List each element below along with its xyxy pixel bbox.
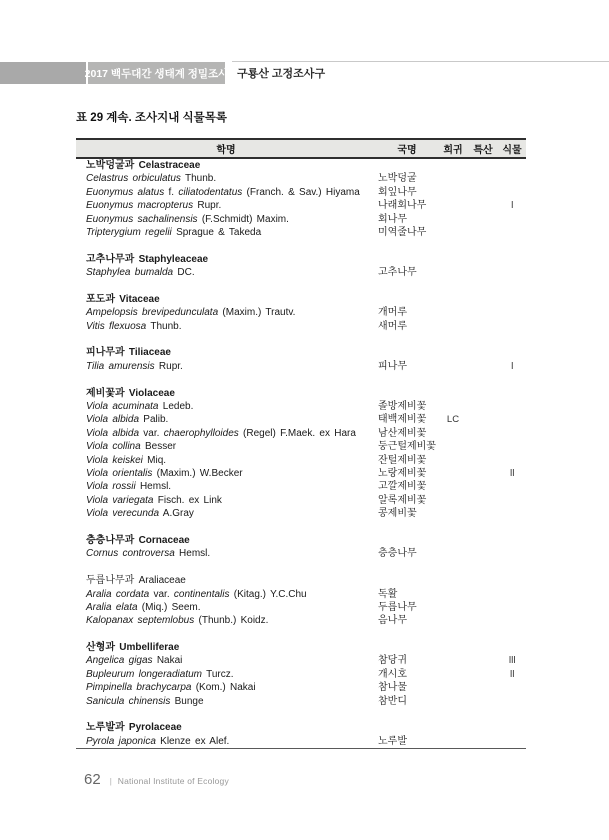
rare-grade: [438, 494, 468, 507]
rare-grade: [438, 601, 468, 614]
section-spacer: [76, 521, 526, 534]
scientific-name: Viola albida Palib.: [86, 414, 169, 426]
korean-name: 회잎나무: [378, 186, 417, 198]
rare-grade: [438, 695, 468, 708]
korean-name: 나래회나무: [378, 200, 427, 212]
column-header-scientific-name: 학명: [216, 145, 236, 156]
korean-name: 잔털제비꽃: [378, 454, 427, 466]
endemic-grade: [468, 226, 498, 239]
korean-name: 태백제비꽃: [378, 414, 427, 426]
plant-grade: I: [510, 200, 514, 212]
page-footer: [84, 771, 229, 788]
survey-site-label: 구룡산 고정조사구: [237, 68, 326, 80]
table-body: [76, 159, 526, 749]
family-name: 산형과 Umbelliferae: [86, 642, 180, 654]
scientific-name: Kalopanax septemlobus (Thunb.) Koidz.: [86, 615, 269, 627]
table-row: [76, 668, 526, 681]
rare-grade: [438, 266, 468, 279]
table-row: [76, 735, 526, 748]
family-name: 노루발과 Pyrolaceae: [86, 722, 182, 734]
section-spacer: [76, 373, 526, 386]
family-row: [76, 534, 526, 547]
endemic-grade: [468, 467, 498, 480]
plant-grade: [498, 480, 526, 493]
table-row: [76, 266, 526, 279]
endemic-grade: [468, 735, 498, 748]
footer-organization: National Institute of Ecology: [117, 776, 229, 786]
family-name: 층층나무과 Cornaceae: [86, 534, 190, 546]
column-header-endemic: 특산: [473, 145, 493, 156]
scientific-name: Viola orientalis (Maxim.) W.Becker: [86, 467, 243, 479]
scientific-name: Viola collina Besser: [86, 441, 177, 453]
table-row: [76, 360, 526, 373]
endemic-grade: [468, 413, 498, 426]
korean-name: 두릅나무: [378, 601, 417, 613]
rare-grade: [438, 186, 468, 199]
rare-grade: [438, 681, 468, 694]
scientific-name: Euonymus macropterus Rupr.: [86, 200, 222, 212]
scientific-name: Aralia cordata var. continentalis (Kitag.) Y.C.Chu: [86, 588, 307, 600]
table-row: [76, 186, 526, 199]
korean-name: 미역줄나무: [378, 226, 427, 238]
family-name: 피나무과 Tiliaceae: [86, 347, 171, 359]
scientific-name: Cornus controversa Hemsl.: [86, 548, 211, 560]
endemic-grade: [468, 172, 498, 185]
plant-grade: II: [509, 668, 515, 680]
rare-grade: [438, 172, 468, 185]
plant-grade: [498, 695, 526, 708]
table-row: [76, 480, 526, 493]
scientific-name: Ampelopsis brevipedunculata (Maxim.) Trautv.: [86, 307, 296, 319]
family-row: [76, 641, 526, 654]
plant-grade: I: [510, 360, 514, 372]
korean-name: 졸방제비꽃: [378, 401, 427, 413]
scientific-name: Sanicula chinensis Bunge: [86, 695, 204, 707]
scientific-name: Viola verecunda A.Gray: [86, 508, 194, 520]
endemic-grade: [468, 480, 498, 493]
rare-grade: [438, 427, 468, 440]
endemic-grade: [468, 213, 498, 226]
table-row: [76, 172, 526, 185]
korean-name: 알록제비꽃: [378, 494, 427, 506]
plant-grade: [498, 601, 526, 614]
endemic-grade: [468, 614, 498, 627]
rare-grade: [438, 668, 468, 681]
korean-name: 피나무: [378, 360, 407, 372]
family-row: [76, 293, 526, 306]
scientific-name: Viola keiskei Miq.: [86, 454, 167, 466]
table-row: [76, 306, 526, 319]
korean-name: 노루발: [378, 735, 407, 747]
korean-name: 개시호: [378, 668, 407, 680]
rare-grade: [438, 226, 468, 239]
korean-name: 개머루: [378, 307, 407, 319]
family-row: [76, 159, 526, 172]
plant-grade: [498, 172, 526, 185]
table-row: [76, 427, 526, 440]
scientific-name: Viola acuminata Ledeb.: [86, 401, 194, 413]
plant-grade: [498, 507, 526, 520]
endemic-grade: [468, 427, 498, 440]
korean-name: 음나무: [378, 615, 407, 627]
table-row: [76, 494, 526, 507]
rare-grade: [438, 199, 468, 212]
scientific-name: Viola albida var. chaerophylloides (Regel) F.Maek. ex Hara: [86, 427, 356, 439]
rare-grade: [438, 507, 468, 520]
plant-grade: [498, 213, 526, 226]
rare-grade: [438, 654, 468, 667]
column-header-plant-grade: 식물: [502, 145, 522, 156]
plant-grade: [498, 588, 526, 601]
korean-name: 노랑제비꽃: [378, 467, 427, 479]
section-spacer: [76, 239, 526, 252]
korean-name: 둥근털제비꽃: [378, 441, 436, 453]
table-row: [76, 601, 526, 614]
scientific-name: Staphylea bumalda DC.: [86, 267, 195, 279]
plant-grade: [498, 186, 526, 199]
scientific-name: Angelica gigas Nakai: [86, 655, 183, 667]
section-spacer: [76, 628, 526, 641]
rare-grade: [438, 467, 468, 480]
column-header-korean-name: 국명: [397, 145, 417, 156]
rare-grade: [438, 400, 468, 413]
plant-grade: [498, 427, 526, 440]
family-row: [76, 574, 526, 587]
footer-separator: |: [109, 777, 112, 786]
report-banner: [0, 62, 229, 84]
family-name: 고추나무과 Staphyleaceae: [86, 253, 209, 265]
table-row: [76, 654, 526, 667]
plant-grade: [498, 306, 526, 319]
scientific-name: Tilia amurensis Rupr.: [86, 360, 183, 372]
family-name: 두릅나무과 Araliaceae: [86, 575, 186, 587]
plant-grade: [498, 494, 526, 507]
table-row: [76, 320, 526, 333]
scientific-name: Pyrola japonica Klenze ex Alef.: [86, 735, 230, 747]
section-spacer: [76, 280, 526, 293]
endemic-grade: [468, 547, 498, 560]
plant-grade: [498, 320, 526, 333]
family-row: [76, 387, 526, 400]
table-row: [76, 467, 526, 480]
korean-name: 콩제비꽃: [378, 508, 417, 520]
table-header-row: [76, 138, 526, 159]
scientific-name: Euonymus alatus f. ciliatodentatus (Franch. & Sav.) Hiyama: [86, 186, 360, 198]
endemic-grade: [468, 695, 498, 708]
plant-grade: [498, 454, 526, 467]
scientific-name: Celastrus orbiculatus Thunb.: [86, 173, 217, 185]
plant-grade: [498, 226, 526, 239]
plant-grade: [498, 681, 526, 694]
rare-grade: [438, 360, 468, 373]
endemic-grade: [468, 266, 498, 279]
plant-grade: [498, 547, 526, 560]
korean-name: 고깔제비꽃: [378, 481, 427, 493]
plant-grade: [498, 400, 526, 413]
section-spacer: [76, 561, 526, 574]
scientific-name: Euonymus sachalinensis (F.Schmidt) Maxim.: [86, 213, 289, 225]
section-spacer: [76, 333, 526, 346]
table-row: [76, 226, 526, 239]
endemic-grade: [468, 199, 498, 212]
rare-grade: [438, 213, 468, 226]
table-row: [76, 681, 526, 694]
korean-name: 독활: [378, 588, 398, 600]
endemic-grade: [468, 494, 498, 507]
rare-grade: [438, 306, 468, 319]
endemic-grade: [468, 320, 498, 333]
rare-grade: [438, 614, 468, 627]
table-row: [76, 199, 526, 212]
table-row: [76, 454, 526, 467]
korean-name: 회나무: [378, 213, 407, 225]
plant-grade: [498, 440, 526, 453]
endemic-grade: [468, 440, 498, 453]
rare-grade: [438, 440, 468, 453]
endemic-grade: [468, 186, 498, 199]
scientific-name: Aralia elata (Miq.) Seem.: [86, 601, 201, 613]
table-row: [76, 507, 526, 520]
endemic-grade: [468, 681, 498, 694]
family-row: [76, 346, 526, 359]
table-row: [76, 213, 526, 226]
rare-grade: [438, 480, 468, 493]
endemic-grade: [468, 306, 498, 319]
table-row: [76, 614, 526, 627]
table-row: [76, 695, 526, 708]
korean-name: 고추나무: [378, 267, 417, 279]
plant-grade: II: [509, 467, 515, 479]
table-row: [76, 547, 526, 560]
rare-grade: [438, 735, 468, 748]
plant-list-table: [76, 138, 526, 749]
rare-grade: [438, 454, 468, 467]
scientific-name: Tripterygium regelii Sprague & Takeda: [86, 226, 262, 238]
rare-grade: [438, 320, 468, 333]
korean-name: 참나물: [378, 682, 407, 694]
endemic-grade: [468, 400, 498, 413]
korean-name: 노박덩굴: [378, 173, 417, 185]
plant-grade: [498, 266, 526, 279]
endemic-grade: [468, 668, 498, 681]
endemic-grade: [468, 454, 498, 467]
scientific-name: Viola rossii Hemsl.: [86, 481, 172, 493]
plant-grade: [498, 614, 526, 627]
korean-name: 남산제비꽃: [378, 427, 427, 439]
plant-grade: III: [508, 655, 516, 667]
endemic-grade: [468, 360, 498, 373]
scientific-name: Bupleurum longeradiatum Turcz.: [86, 668, 234, 680]
table-row: [76, 440, 526, 453]
scientific-name: Vitis flexuosa Thunb.: [86, 320, 182, 332]
plant-grade: [498, 413, 526, 426]
family-row: [76, 253, 526, 266]
endemic-grade: [468, 654, 498, 667]
table-row: [76, 413, 526, 426]
table-row: [76, 400, 526, 413]
family-name: 포도과 Vitaceae: [86, 293, 160, 305]
rare-grade: LC: [446, 414, 460, 426]
scientific-name: Pimpinella brachycarpa (Kom.) Nakai: [86, 682, 256, 694]
family-name: 제비꽃과 Violaceae: [86, 387, 175, 399]
column-header-rare: 희귀: [443, 145, 463, 156]
rare-grade: [438, 588, 468, 601]
korean-name: 참반디: [378, 695, 407, 707]
table-row: [76, 588, 526, 601]
report-banner-label: 2017 백두대간 생태계 정밀조사: [86, 62, 225, 84]
section-spacer: [76, 708, 526, 721]
endemic-grade: [468, 507, 498, 520]
page-number: 62: [84, 771, 101, 788]
korean-name: 층층나무: [378, 548, 417, 560]
scientific-name: Viola variegata Fisch. ex Link: [86, 494, 222, 506]
korean-name: 새머루: [378, 320, 407, 332]
endemic-grade: [468, 588, 498, 601]
endemic-grade: [468, 601, 498, 614]
family-row: [76, 721, 526, 734]
rare-grade: [438, 547, 468, 560]
korean-name: 참당귀: [378, 655, 407, 667]
plant-grade: [498, 735, 526, 748]
family-name: 노박덩굴과 Celastraceae: [86, 160, 201, 171]
table-caption: 표 29 계속. 조사지내 식물목록: [76, 112, 227, 124]
